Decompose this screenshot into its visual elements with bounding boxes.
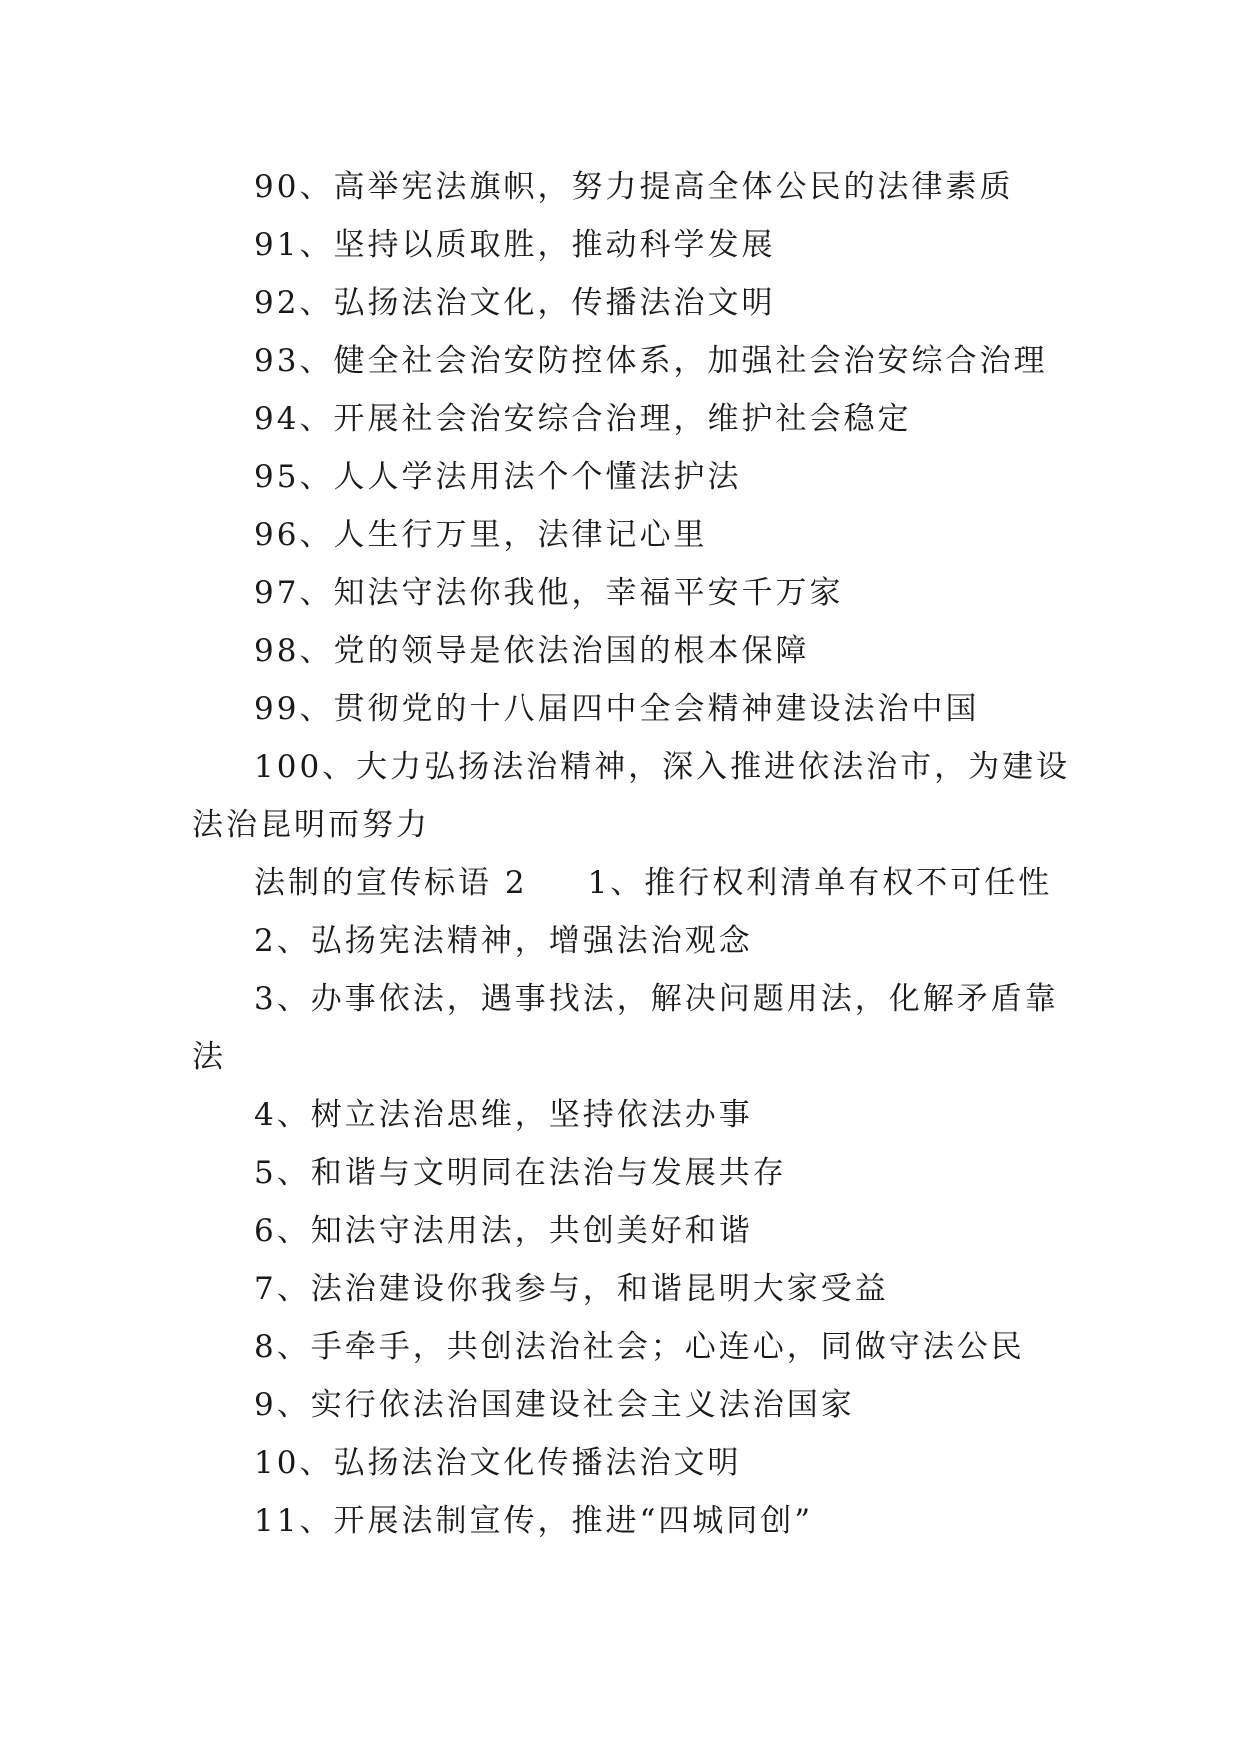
slogan-line: 91、坚持以质取胜，推动科学发展 xyxy=(254,227,776,263)
slogan-line: 6、知法守法用法，共创美好和谐 xyxy=(254,1213,753,1249)
slogan-line: 1、推行权利清单有权不可任性 xyxy=(587,865,1053,901)
slogan-line: 3、办事依法，遇事找法，解决问题用法，化解矛盾靠 xyxy=(254,981,1059,1017)
slogan-line: 94、开展社会治安综合治理，维护社会稳定 xyxy=(254,401,912,437)
slogan-line: 7、法治建设你我参与，和谐昆明大家受益 xyxy=(254,1271,889,1307)
slogan-line: 4、树立法治思维，坚持依法办事 xyxy=(254,1097,753,1133)
slogan-line: 10、弘扬法治文化传播法治文明 xyxy=(254,1445,742,1481)
slogan-line: 99、贯彻党的十八届四中全会精神建设法治中国 xyxy=(254,691,980,727)
section-heading-line xyxy=(192,854,1052,912)
slogan-line: 96、人生行万里，法律记心里 xyxy=(254,517,708,553)
slogan-line: 95、人人学法用法个个懂法护法 xyxy=(254,459,742,495)
slogan-line: 97、知法守法你我他，幸福平安千万家 xyxy=(254,575,844,611)
slogan-line: 8、手牵手，共创法治社会；心连心，同做守法公民 xyxy=(254,1329,1025,1365)
slogan-line: 100、大力弘扬法治精神，深入推进依法治市，为建设 xyxy=(254,749,1071,785)
slogan-line: 92、弘扬法治文化，传播法治文明 xyxy=(254,285,776,321)
slogan-line: 11、开展法制宣传，推进“四城同创” xyxy=(254,1503,814,1539)
slogan-line: 2、弘扬宪法精神，增强法治观念 xyxy=(254,923,753,959)
slogan-line: 93、健全社会治安防控体系，加强社会治安综合治理 xyxy=(254,343,1048,379)
slogan-line: 98、党的领导是依法治国的根本保障 xyxy=(254,633,810,669)
slogan-line: 9、实行依法治国建设社会主义法治国家 xyxy=(254,1387,855,1423)
document-body xyxy=(192,158,1071,1550)
slogan-line: 5、和谐与文明同在法治与发展共存 xyxy=(254,1155,787,1191)
slogan-line-continuation: 法 xyxy=(192,1039,226,1075)
section-heading: 法制的宣传标语 2 xyxy=(254,865,528,901)
slogan-line-continuation: 法治昆明而努力 xyxy=(192,807,430,843)
slogan-line: 90、高举宪法旗帜，努力提高全体公民的法律素质 xyxy=(254,169,1014,205)
